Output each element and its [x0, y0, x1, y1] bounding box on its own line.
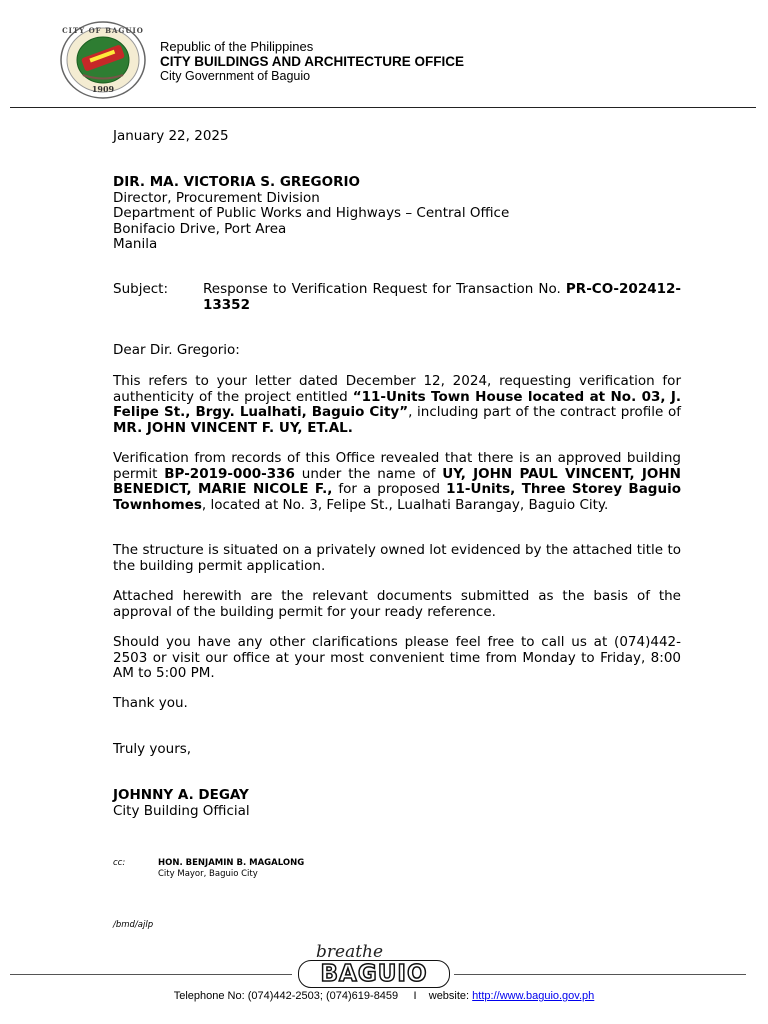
permit-owners: UY, JOHN PAUL VINCENT, JOHN BENEDICT, MARIE NICOLE F.,	[113, 465, 681, 497]
p2-text-c: under the name of	[294, 465, 443, 482]
recipient-block	[113, 175, 681, 253]
city-seal	[58, 20, 148, 100]
footer-separator: I	[413, 990, 417, 1002]
p2-text-a: Verification from records of this Office revealed that there is an approved building permit	[113, 450, 681, 482]
header-rule	[10, 107, 756, 108]
seal-top-text: CITY OF BAGUIO	[62, 26, 144, 35]
signatory-block	[113, 788, 681, 819]
p5-text: Should you have any other clarifications please feel free to call us at (074)442-2503 or visit our office at your most convenient time from Monday to Friday, 8:00 AM to 5:00 PM.	[113, 634, 681, 681]
footer-website-label: website:	[428, 990, 470, 1002]
permit-number: BP-2019-000-336	[164, 465, 295, 482]
footer-phones: Telephone No: (074)442-2503; (074)619-8459	[173, 990, 399, 1002]
recipient-address1: Bonifacio Drive, Port Area	[113, 220, 287, 237]
subject-text	[203, 282, 681, 313]
logo-word: BAGUIO	[298, 960, 450, 988]
closing: Truly yours,	[113, 741, 192, 757]
project-description: 11-Units, Three Storey Baguio Townhomes	[113, 481, 681, 513]
transaction-number: PR-CO-202412-13352	[203, 281, 681, 313]
recipient-name: DIR. MA. VICTORIA S. GREGORIO	[113, 174, 360, 190]
thank-you: Thank you.	[113, 695, 188, 711]
p1-text-c: , including part of the contract profile of	[408, 404, 682, 420]
recipient-address2: Manila	[113, 236, 158, 252]
cc-block	[158, 858, 304, 880]
p2-text-e: for a proposed	[332, 481, 447, 497]
website-link[interactable]: http://www.baguio.gov.ph	[472, 990, 595, 1002]
seal-year: 1909	[91, 84, 115, 94]
paragraph-2	[113, 451, 681, 513]
project-title: “11-Units Town House located at No. 03, J. Felipe St., Brgy. Lualhati, Baguio City”	[113, 388, 682, 420]
subject-description: Response to Verification Request for Transaction No.	[203, 281, 561, 297]
office-line: CITY BUILDINGS AND ARCHITECTURE OFFICE	[160, 54, 465, 69]
recipient-org: Department of Public Works and Highways – Central Office	[113, 205, 510, 221]
cc-name: HON. BENJAMIN B. MAGALONG	[158, 858, 305, 868]
signatory-title: City Building Official	[113, 802, 250, 819]
recipient-title: Director, Procurement Division	[113, 189, 320, 206]
footer-contact	[0, 990, 768, 1002]
p1-text-a: This refers to your letter dated December 12, 2024, requesting verification for authenticity of the project entitled	[113, 373, 681, 405]
paragraph-1	[113, 374, 681, 436]
salutation: Dear Dir. Gregorio:	[113, 342, 240, 358]
government-line: City Government of Baguio	[160, 69, 311, 83]
logo-script: breathe	[316, 942, 384, 962]
p2-text-g: , located at No. 3, Felipe St., Lualhati Barangay, Baguio City.	[201, 496, 609, 513]
subject-label: Subject:	[113, 281, 169, 297]
paragraph-5	[113, 635, 681, 682]
country-line: Republic of the Philippines	[160, 39, 314, 54]
subject-line	[113, 282, 681, 314]
signatory-name: JOHNNY A. DEGAY	[113, 787, 249, 803]
reference-initials: /bmd/ajlp	[113, 920, 154, 930]
p3-text: The structure is situated on a privately owned lot evidenced by the attached title to the building permit application.	[113, 542, 681, 574]
breathe-baguio-logo	[292, 944, 454, 990]
cc-title: City Mayor, Baguio City	[158, 869, 258, 879]
cc-label: cc:	[113, 858, 126, 868]
paragraph-3	[113, 543, 681, 574]
p4-text: Attached herewith are the relevant documents submitted as the basis of the approval of the building permit for your ready reference.	[113, 588, 681, 620]
letterhead	[160, 39, 464, 84]
letter-date: January 22, 2025	[113, 128, 229, 144]
contractor-name: MR. JOHN VINCENT F. UY, ET.AL.	[113, 419, 353, 436]
paragraph-4	[113, 589, 681, 620]
